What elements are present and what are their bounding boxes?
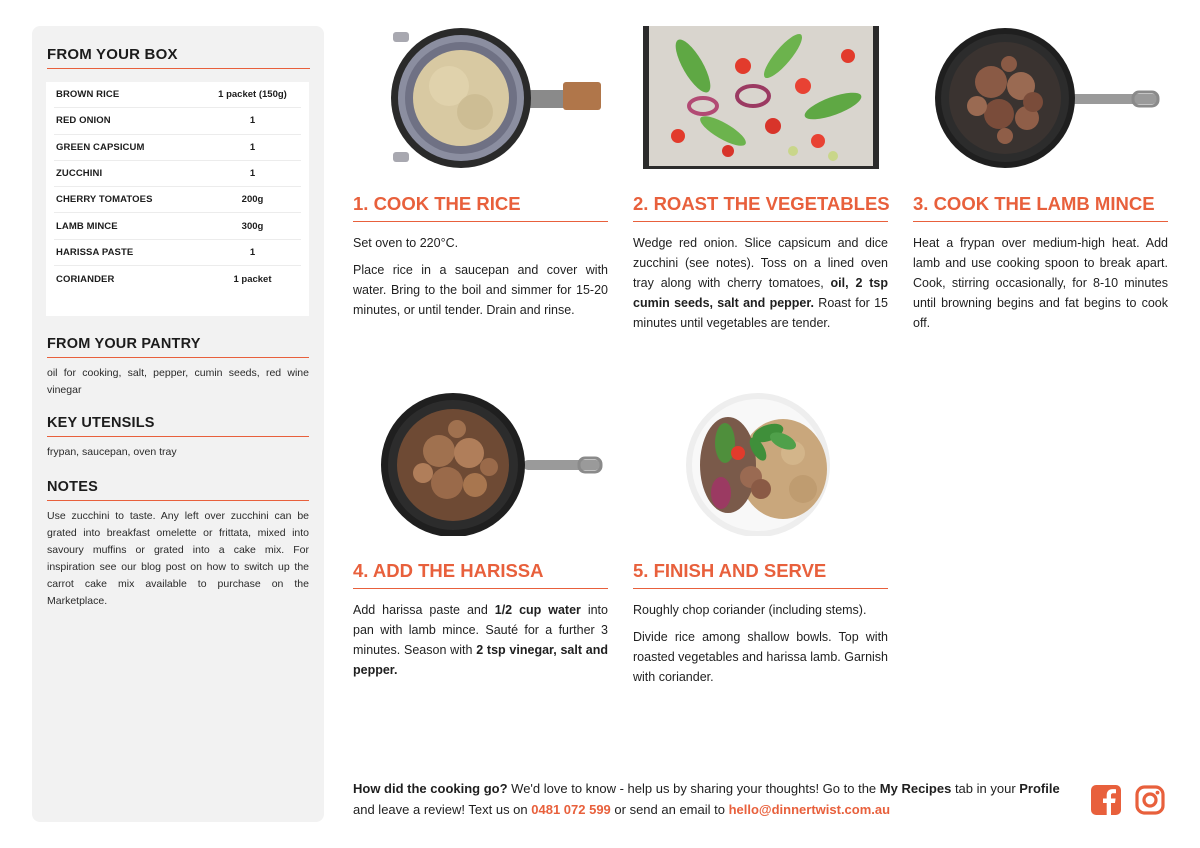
pantry-text: oil for cooking, salt, pepper, cumin seeds, red wine vinegar — [47, 367, 309, 396]
step-3-title: 3. COOK THE LAMB MINCE — [913, 193, 1168, 222]
notes-section — [46, 479, 309, 610]
finished-plate-illustration — [633, 393, 888, 536]
ingredients-table — [46, 82, 309, 316]
step-2 — [633, 26, 888, 333]
step-5 — [633, 393, 888, 687]
ingredient-row — [54, 213, 301, 239]
ingredient-name: CORIANDER — [56, 273, 115, 285]
from-your-box-heading: FROM YOUR BOX — [47, 46, 310, 69]
ingredient-row — [54, 187, 301, 213]
roast-vegetables-tray-illustration — [633, 26, 888, 169]
ingredient-name: CHERRY TOMATOES — [56, 194, 153, 206]
ingredient-name: LAMB MINCE — [56, 220, 118, 232]
step-5-text: Roughly chop coriander (including stems). — [633, 603, 867, 617]
instagram-icon[interactable] — [1134, 784, 1166, 816]
ingredient-name: GREEN CAPSICUM — [56, 141, 145, 153]
step-5-title: 5. FINISH AND SERVE — [633, 560, 888, 589]
step-4-text: Add harissa paste and 1/2 cup water into pan with lamb mince. Sauté for a further 3 minutes. Season with 2 tsp vinegar, salt and pepper. — [353, 603, 608, 677]
pantry-heading: FROM YOUR PANTRY — [47, 336, 309, 358]
ingredient-name: ZUCCHINI — [56, 168, 103, 180]
ingredient-name: HARISSA PASTE — [56, 246, 134, 258]
step-5-image — [633, 393, 888, 536]
my-recipes-link[interactable]: My Recipes — [879, 781, 952, 796]
notes-text: Use zucchini to taste. Any left over zucchini can be grated into breakfast omelette or frittata, mixed into savoury muffins or grated into a cake mix. For inspiration see our blog post on how to switch up the carrot cake mix available to purchase on the Marketplace. — [47, 510, 309, 607]
ingredient-row — [54, 135, 301, 161]
rice-strainer-illustration — [353, 26, 608, 169]
utensils-section — [46, 415, 309, 461]
step-1 — [353, 26, 608, 320]
step-1-text: Place rice in a saucepan and cover with water. Bring to the boil and simmer for 15-20 minutes, or until tender. Drain and rinse. — [353, 263, 608, 317]
ingredient-name: BROWN RICE — [56, 89, 120, 101]
email-link[interactable]: hello@dinnertwist.com.au — [728, 802, 891, 817]
ingredient-row — [54, 240, 301, 266]
ingredient-qty: 1 packet (150g) — [218, 89, 287, 101]
ingredient-row — [54, 161, 301, 187]
facebook-icon[interactable] — [1090, 784, 1122, 816]
step-4-image — [353, 393, 608, 536]
ingredient-qty: 300g — [241, 220, 264, 232]
step-3 — [913, 26, 1168, 333]
step-2-title: 2. ROAST THE VEGETABLES — [633, 193, 888, 222]
ingredient-qty: 200g — [241, 194, 264, 206]
ingredient-name: RED ONION — [56, 115, 111, 127]
step-5-text: Divide rice among shallow bowls. Top with roasted vegetables and harissa lamb. Garnish with coriander. — [633, 630, 889, 684]
social-links — [1090, 784, 1166, 816]
harissa-lamb-pan-illustration — [353, 393, 608, 536]
step-4-title: 4. ADD THE HARISSA — [353, 560, 608, 589]
ingredient-qty: 1 — [249, 141, 256, 153]
step-1-image — [353, 26, 608, 169]
utensils-heading: KEY UTENSILS — [47, 415, 309, 437]
profile-link[interactable]: Profile — [1019, 781, 1060, 796]
lamb-mince-pan-illustration — [913, 26, 1168, 169]
pantry-section — [46, 336, 309, 399]
ingredient-qty: 1 — [249, 246, 256, 258]
step-2-text: Wedge red onion. Slice capsicum and dice zucchini (see notes). Toss on a lined oven tray along with cherry tomatoes, oil, 2 tsp cumin seeds, salt and pepper. Roast for 15 minutes until vegetables are tender. — [633, 236, 888, 330]
step-3-image — [913, 26, 1168, 169]
ingredient-row — [54, 108, 301, 134]
ingredient-qty: 1 packet — [233, 273, 272, 285]
step-1-text: Set oven to 220°C. — [353, 236, 459, 250]
feedback-footer: How did the cooking go? We'd love to know - help us by sharing your thoughts! Go to the My Recipes tab in your Profile and leave a review! Text us on 0481 072 599 or send an email to hello@dinnertwist.com.au — [353, 781, 1060, 817]
step-2-image — [633, 26, 888, 169]
ingredients-sidebar — [32, 26, 324, 822]
footer-question: How did the cooking go? — [353, 781, 508, 796]
ingredient-row — [54, 82, 301, 108]
ingredient-row — [54, 266, 301, 292]
utensils-text: frypan, saucepan, oven tray — [47, 446, 177, 458]
step-3-text: Heat a frypan over medium-high heat. Add lamb and use cooking spoon to break apart. Cook, stirring occasionally, for 8-10 minutes until browning begins and fat begins to cook off. — [913, 236, 1168, 330]
ingredient-qty: 1 — [249, 168, 256, 180]
step-4 — [353, 393, 608, 680]
notes-heading: NOTES — [47, 479, 309, 501]
ingredient-qty: 1 — [249, 115, 256, 127]
step-1-title: 1. COOK THE RICE — [353, 193, 608, 222]
phone-link[interactable]: 0481 072 599 — [531, 802, 611, 817]
